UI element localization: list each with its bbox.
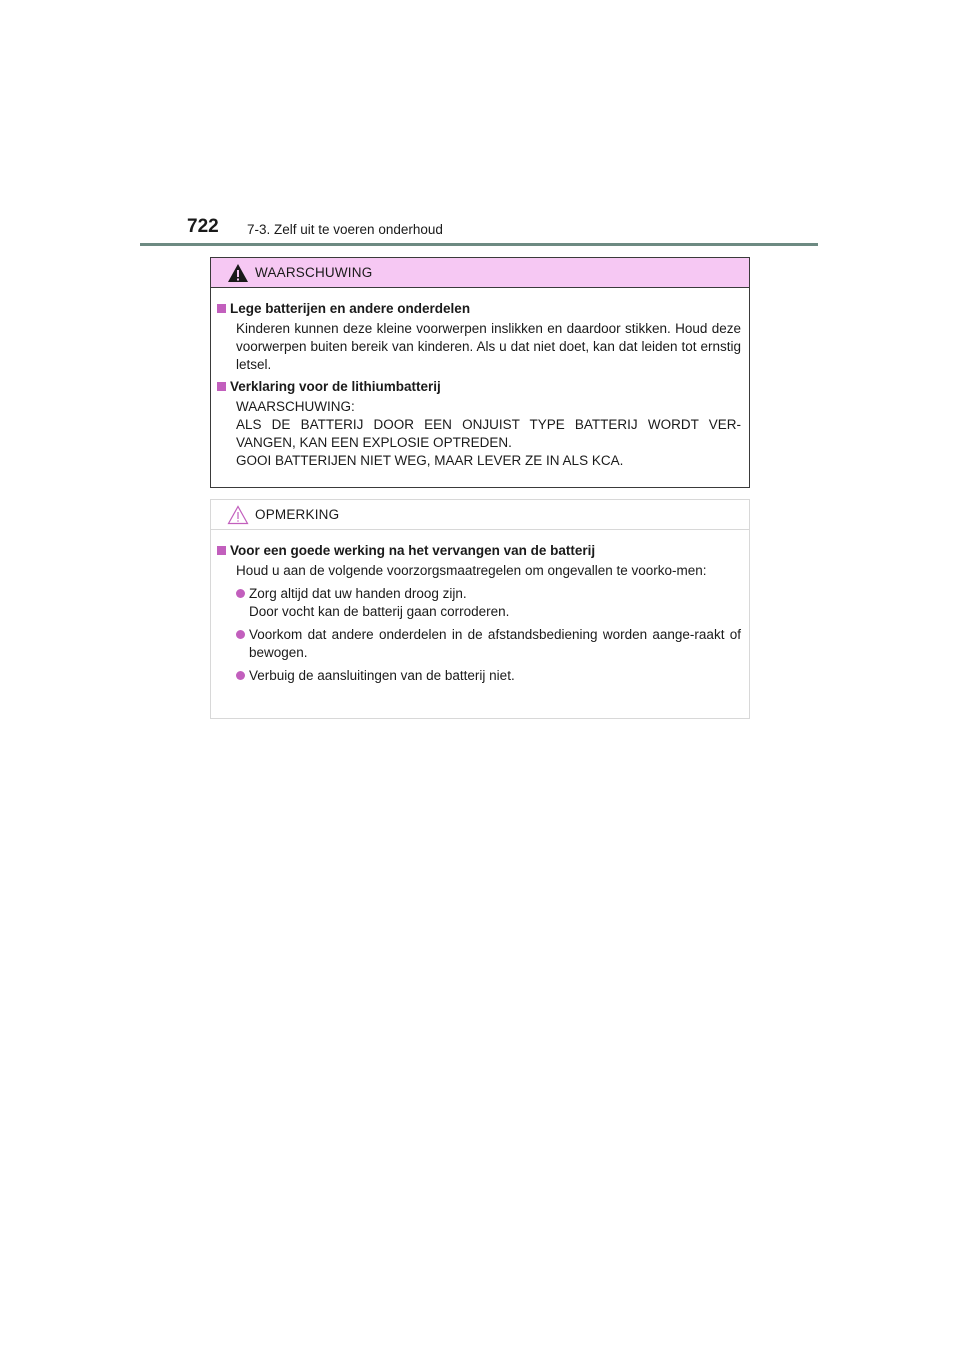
note-header [211, 500, 749, 530]
section-title: 7-3. Zelf uit te voeren onderhoud [247, 222, 443, 237]
page-header [140, 212, 818, 246]
page-number: 722 [187, 216, 219, 237]
warning-item-text: WAARSCHUWING: ALS DE BATTERIJ DOOR EEN ONJUIST TYPE BATTERIJ WORDT VER-VANGEN, KAN EEN EXPLOSIE OPTREDEN. GOOI BATTERIJEN NIET WEG, MAAR LEVER ZE IN ALS KCA. [236, 399, 741, 468]
caution-triangle-outline-icon [227, 505, 249, 525]
list-item: Zorg altijd dat uw handen droog zijn. Door vocht kan de batterij gaan corroderen. [236, 585, 741, 621]
header-divider [140, 243, 818, 246]
note-label: OPMERKING [255, 507, 340, 522]
round-bullet-icon [236, 671, 245, 680]
round-bullet-icon [236, 589, 245, 598]
warning-triangle-icon [227, 263, 249, 283]
round-bullet-icon [236, 630, 245, 639]
list-item: Voorkom dat andere onderdelen in de afstandsbediening worden aange-raakt of bewogen. [236, 626, 741, 662]
warning-item-title: Lege batterijen en andere onderdelen [217, 300, 741, 318]
warning-label: WAARSCHUWING [255, 265, 373, 280]
list-item: Verbuig de aansluitingen van de batterij niet. [236, 667, 741, 685]
note-item-text: Houd u aan de volgende voorzorgsmaatregelen om ongevallen te voorko-men: [236, 563, 707, 578]
square-bullet-icon [217, 382, 226, 391]
note-box [210, 499, 750, 719]
warning-item-text: Kinderen kunnen deze kleine voorwerpen inslikken en daardoor stikken. Houd deze voorwerpen buiten bereik van kinderen. Als u dat niet doet, kan dat leiden tot ernstig letsel. [236, 321, 741, 372]
warning-item-title: Verklaring voor de lithiumbatterij [217, 378, 741, 396]
square-bullet-icon [217, 546, 226, 555]
warning-box [210, 257, 750, 488]
note-item-title: Voor een goede werking na het vervangen van de batterij [217, 542, 741, 560]
note-body [211, 530, 749, 685]
warning-body [211, 288, 749, 470]
warning-header [211, 258, 749, 288]
square-bullet-icon [217, 304, 226, 313]
